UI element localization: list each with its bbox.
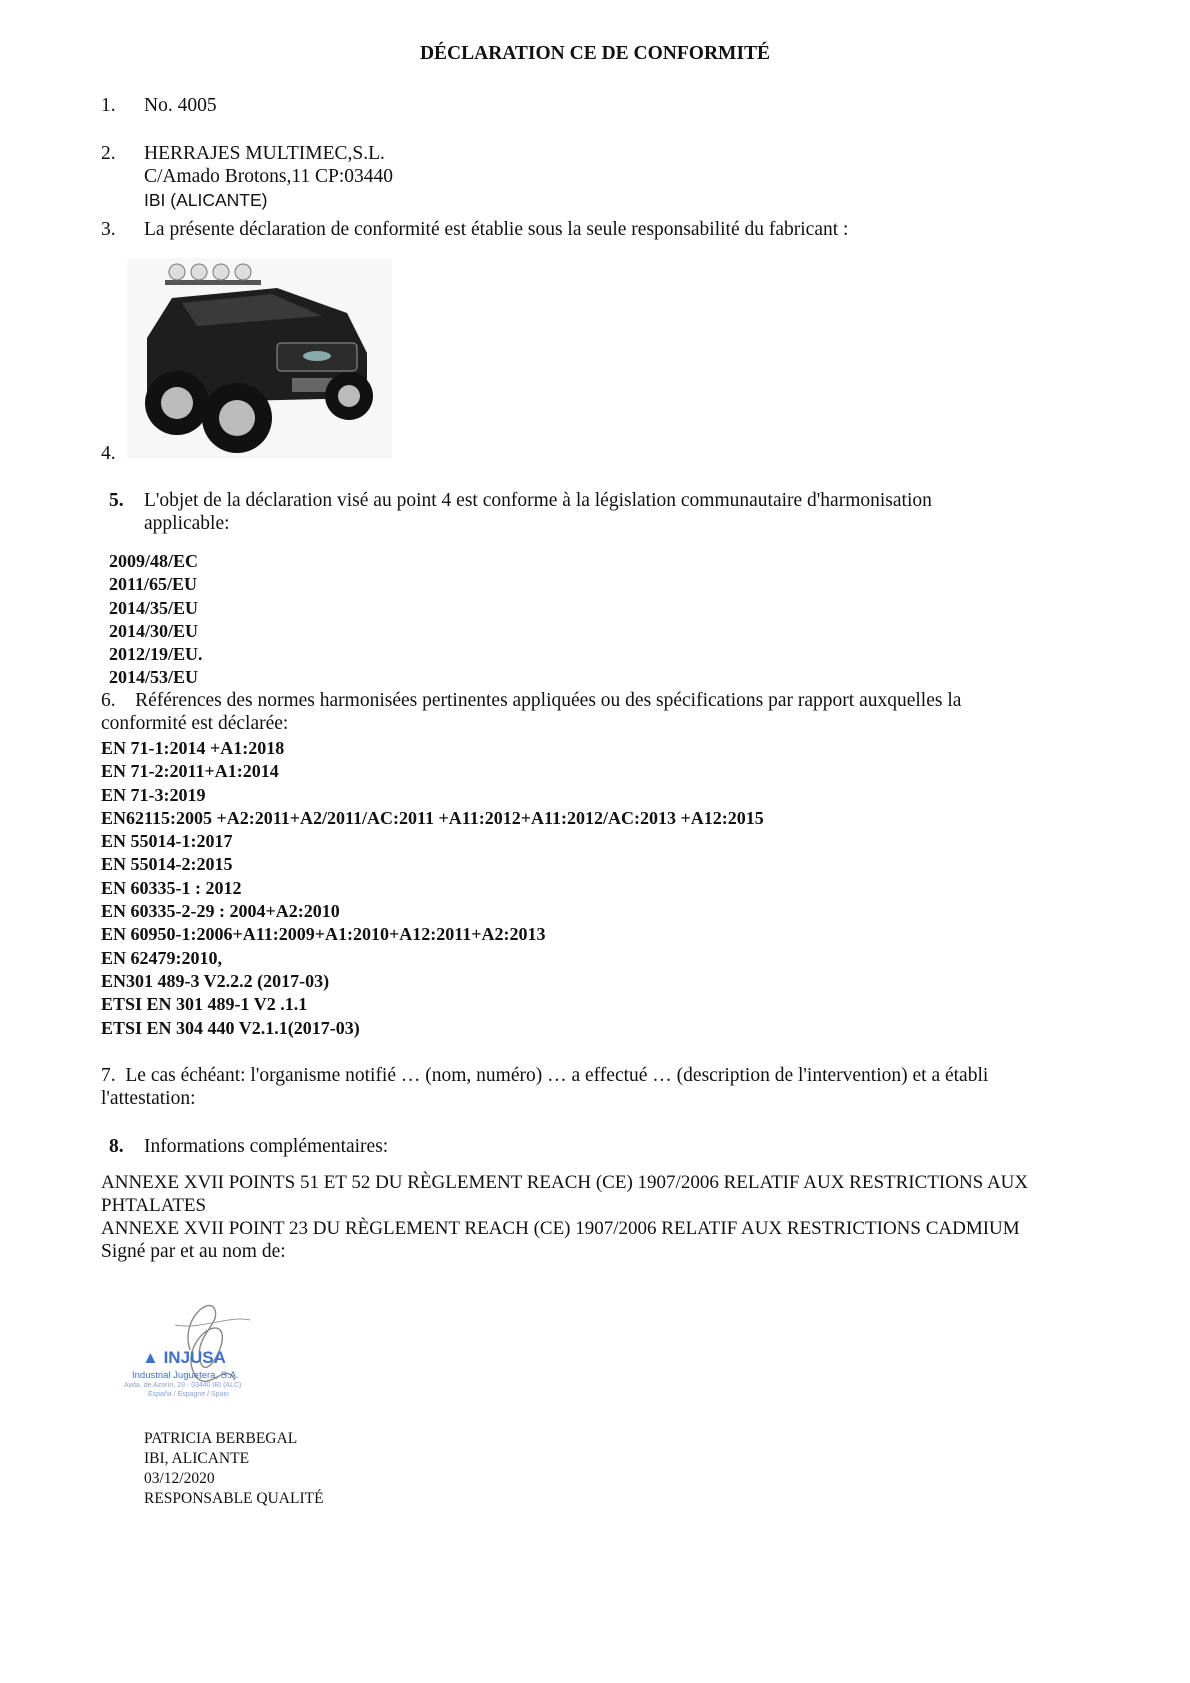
item-7-line-2: l'attestation: bbox=[101, 1088, 196, 1109]
standard-item: ETSI EN 301 489-1 V2 .1.1 bbox=[101, 994, 308, 1015]
signatory-role: RESPONSABLE QUALITÉ bbox=[144, 1490, 324, 1507]
manufacturer-name: HERRAJES MULTIMEC,S.L. bbox=[144, 143, 385, 164]
item-6-line-1: 6. Références des normes harmonisées pertinentes appliquées ou des spécifications par rapport auxquelles la bbox=[101, 690, 962, 711]
standard-item: EN 71-3:2019 bbox=[101, 784, 206, 805]
directive-item: 2014/35/EU bbox=[109, 597, 199, 618]
signatory-date: 03/12/2020 bbox=[144, 1470, 215, 1487]
injusa-logo-icon: ▲ bbox=[142, 1348, 159, 1367]
directive-item: 2014/30/EU bbox=[109, 620, 199, 641]
item-1-number: 1. bbox=[101, 95, 116, 116]
item-4-number: 4. bbox=[101, 443, 116, 464]
directive-item: 2009/48/EC bbox=[109, 551, 199, 571]
item-8-number: 8. bbox=[109, 1136, 124, 1157]
item-2-number: 2. bbox=[101, 143, 116, 164]
company-stamp bbox=[120, 1290, 290, 1410]
directive-item: 2012/19/EU. bbox=[109, 644, 203, 665]
annex-line: ANNEXE XVII POINT 23 DU RÈGLEMENT REACH (CE) 1907/2006 RELATIF AUX RESTRICTIONS CADMIUM bbox=[101, 1218, 1020, 1239]
signed-by-label: Signé par et au nom de: bbox=[101, 1241, 286, 1262]
standard-item: EN 60335-1 : 2012 bbox=[101, 877, 242, 898]
item-8-text: Informations complémentaires: bbox=[144, 1136, 389, 1157]
item-3-number: 3. bbox=[101, 219, 116, 240]
ride-on-truck-image bbox=[127, 258, 392, 458]
stamp-brand: ▲ INJUSA bbox=[142, 1348, 226, 1367]
standard-item: EN 60335-2-29 : 2004+A2:2010 bbox=[101, 901, 340, 922]
annex-line: ANNEXE XVII POINTS 51 ET 52 DU RÈGLEMENT REACH (CE) 1907/2006 RELATIF AUX RESTRICTIONS AUX bbox=[101, 1172, 1029, 1193]
signatory-name: PATRICIA BERBEGAL bbox=[144, 1430, 298, 1447]
item-1-text: No. 4005 bbox=[144, 95, 217, 116]
standard-item: ETSI EN 304 440 V2.1.1(2017-03) bbox=[101, 1017, 360, 1038]
standards-list bbox=[101, 737, 764, 1040]
stamp-address: Avda. de Azorín, 29 · 03440 IBI (ALC) bbox=[124, 1382, 242, 1389]
item-6-line-2: conformité est déclarée: bbox=[101, 713, 289, 734]
item-7-line-1: 7. Le cas échéant: l'organisme notifié … (nom, numéro) … a effectué … (description de l'intervention) et a établi bbox=[101, 1065, 989, 1086]
item-5-number: 5. bbox=[109, 490, 124, 511]
stamp-country: España / Espagne / Spain bbox=[148, 1391, 229, 1398]
signatory-place: IBI, ALICANTE bbox=[144, 1450, 250, 1467]
directive-item: 2014/53/EU bbox=[109, 667, 199, 688]
standard-item: EN301 489-3 V2.2.2 (2017-03) bbox=[101, 970, 330, 991]
directives-list bbox=[109, 550, 203, 690]
standard-item: EN 55014-1:2017 bbox=[101, 831, 233, 852]
directive-item: 2011/65/EU bbox=[109, 574, 198, 595]
item-5-line-2: applicable: bbox=[144, 513, 230, 534]
standard-item: EN 62479:2010, bbox=[101, 947, 222, 968]
signatory-block bbox=[144, 1429, 324, 1509]
standard-item: EN62115:2005 +A2:2011+A2/2011/AC:2011 +A11:2012+A11:2012/AC:2013 +A12:2015 bbox=[101, 807, 764, 828]
stamp-company: Industrial Juguetera, S.A. bbox=[132, 1370, 239, 1381]
manufacturer-address: C/Amado Brotons,11 CP:03440 bbox=[144, 166, 394, 187]
item-3-text: La présente déclaration de conformité est établie sous la seule responsabilité du fabricant : bbox=[144, 219, 849, 240]
standard-item: EN 60950-1:2006+A11:2009+A1:2010+A12:2011+A2:2013 bbox=[101, 924, 546, 945]
item-5-line-1: L'objet de la déclaration visé au point 4 est conforme à la législation communautaire d'harmonisation bbox=[144, 490, 932, 511]
standard-item: EN 71-2:2011+A1:2014 bbox=[101, 761, 279, 782]
manufacturer-city: IBI (ALICANTE) bbox=[144, 190, 268, 210]
standard-item: EN 55014-2:2015 bbox=[101, 854, 233, 875]
annex-line: PHTALATES bbox=[101, 1195, 207, 1216]
product-photo bbox=[127, 258, 392, 458]
document-title: DÉCLARATION CE DE CONFORMITÉ bbox=[419, 43, 771, 64]
standard-item: EN 71-1:2014 +A1:2018 bbox=[101, 738, 285, 758]
